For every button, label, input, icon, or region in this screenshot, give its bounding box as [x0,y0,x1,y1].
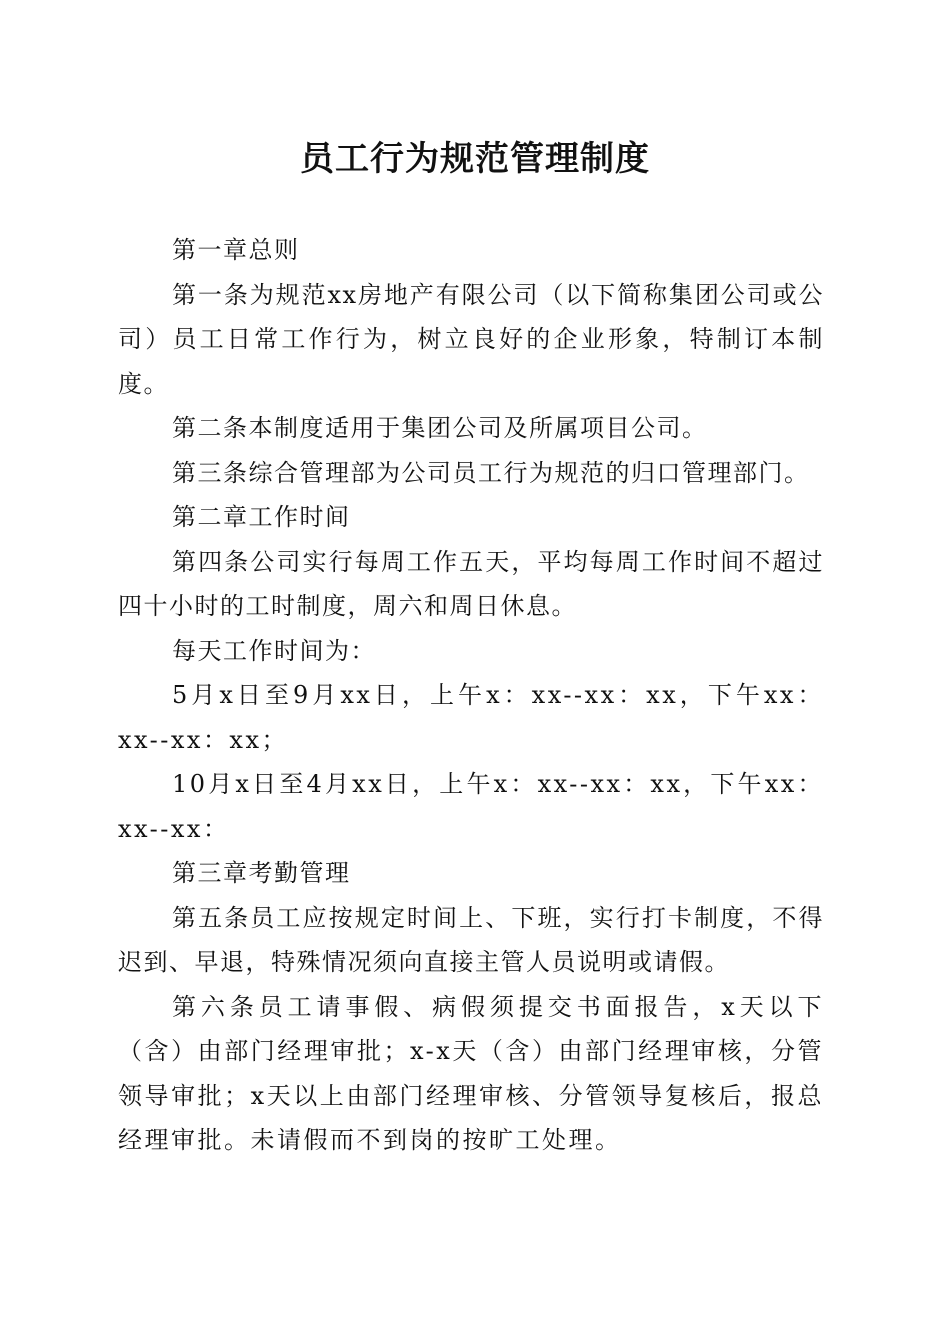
article-5: 第五条员工应按规定时间上、下班，实行打卡制度，不得迟到、早退，特殊情况须向直接主管人员说明或请假。 [118,903,824,976]
document-title: 员工行为规范管理制度 [300,139,650,179]
article-3: 第三条综合管理部为公司员工行为规范的归口管理部门。 [172,458,810,487]
article-1: 第一条为规范xx房地产有限公司（以下简称集团公司或公司）员工日常工作行为，树立良好的企业形象，特制订本制度。 [118,280,824,398]
article-6: 第六条员工请事假、病假须提交书面报告，x天以下（含）由部门经理审批；x-x天（含）由部门经理审核，分管领导审批；x天以上由部门经理审核、分管领导复核后，报总经理审批。未请假而不到岗的按旷工处理。 [118,992,824,1154]
chapter-heading-3: 第三章考勤管理 [172,859,351,887]
chapter-heading-2: 第二章工作时间 [172,503,351,531]
chapter-heading-1: 第一章总则 [172,236,300,264]
winter-hours: 10月x日至4月xx日，上午x：xx--xx：xx，下午xx：xx--xx： [118,770,824,843]
article-4: 第四条公司实行每周工作五天，平均每周工作时间不超过四十小时的工时制度，周六和周日休息。 [118,547,824,620]
document-body [118,228,824,1163]
summer-hours: 5月x日至9月xx日，上午x：xx--xx：xx，下午xx：xx--xx：xx； [118,681,824,754]
article-2: 第二条本制度适用于集团公司及所属项目公司。 [172,414,708,442]
work-hours-intro: 每天工作时间为： [172,636,376,665]
